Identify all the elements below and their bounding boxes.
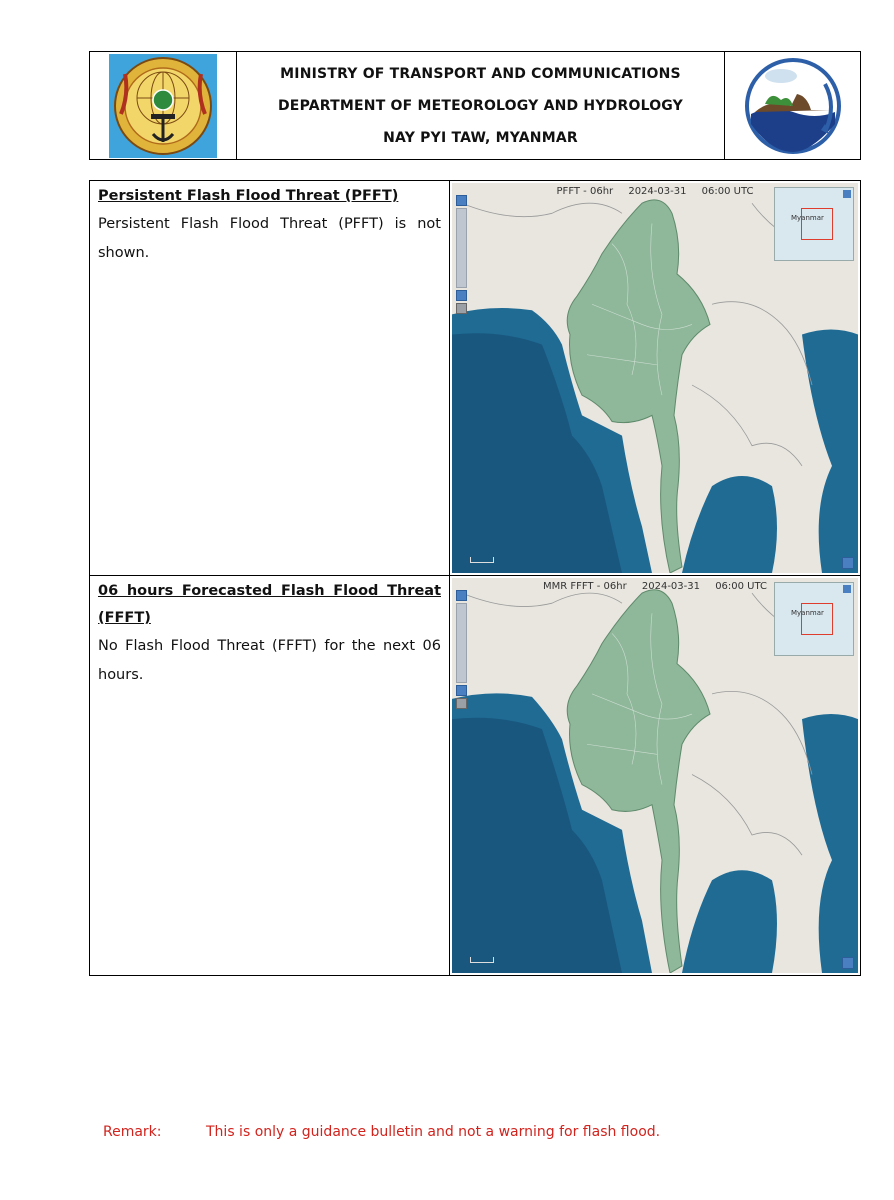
- collapse-inset-icon[interactable]: [843, 585, 851, 593]
- zoom-out-button[interactable]: [456, 685, 467, 696]
- ffft-row: [90, 575, 860, 975]
- pfft-description: Persistent Flash Flood Threat (PFFT) is not shown.: [98, 216, 441, 261]
- ffft-map-cell: [450, 576, 860, 975]
- left-logo-cell: [90, 52, 237, 159]
- inset-country-label: Myanmar: [791, 609, 824, 617]
- department-name: DEPARTMENT OF METEOROLOGY AND HYDROLOGY: [277, 97, 684, 114]
- remark-text: This is only a guidance bulletin and not a warning for flash flood.: [206, 1124, 661, 1140]
- right-logo-cell: [725, 52, 860, 159]
- pfft-map-product: PFFT - 06hr: [556, 186, 614, 197]
- pfft-text-cell: [90, 181, 450, 575]
- location-name: NAY PYI TAW, MYANMAR: [383, 129, 578, 146]
- collapse-inset-icon[interactable]: [843, 190, 851, 198]
- header-title-block: [237, 52, 725, 159]
- ministry-name: MINISTRY OF TRANSPORT AND COMMUNICATIONS: [280, 65, 681, 82]
- ministry-emblem-icon: [109, 54, 217, 158]
- water-cycle-emblem-icon: [741, 54, 845, 158]
- zoom-in-button[interactable]: [456, 195, 467, 206]
- pfft-heading: Persistent Flash Flood Threat (PFFT): [98, 188, 399, 204]
- pfft-map[interactable]: [452, 183, 858, 573]
- ffft-map[interactable]: [452, 578, 858, 973]
- pfft-row: [90, 181, 860, 575]
- scale-bar: [470, 557, 494, 563]
- ffft-overview-inset[interactable]: [774, 582, 854, 656]
- attribution-info-icon[interactable]: [842, 957, 854, 969]
- pfft-map-cell: [450, 181, 860, 575]
- ffft-description: No Flash Flood Threat (FFFT) for the next 06 hours.: [98, 638, 441, 683]
- zoom-slider[interactable]: [456, 603, 467, 683]
- scale-bar: [470, 957, 494, 963]
- remark-label: Remark:: [103, 1124, 162, 1140]
- zoom-slider[interactable]: [456, 208, 467, 288]
- bulletin-table: [89, 180, 861, 976]
- attribution-info-icon[interactable]: [842, 557, 854, 569]
- remark-line: [103, 1124, 660, 1140]
- inset-country-label: Myanmar: [791, 214, 824, 222]
- ffft-zoom-control: [456, 590, 466, 709]
- layer-info-button[interactable]: [456, 698, 467, 709]
- overview-extent-box: [801, 603, 833, 635]
- zoom-in-button[interactable]: [456, 590, 467, 601]
- pfft-overview-inset[interactable]: [774, 187, 854, 261]
- ffft-map-date: 2024-03-31: [641, 581, 700, 592]
- ffft-map-time: 06:00 UTC: [715, 581, 768, 592]
- overview-extent-box: [801, 208, 833, 240]
- bulletin-header: [89, 51, 861, 160]
- zoom-out-button[interactable]: [456, 290, 467, 301]
- ffft-text-cell: [90, 576, 450, 975]
- ffft-map-product: MMR FFFT - 06hr: [542, 581, 627, 592]
- layer-info-button[interactable]: [456, 303, 467, 314]
- pfft-map-date: 2024-03-31: [628, 186, 687, 197]
- ffft-heading: 06 hours Forecasted Flash Flood Threat (FFFT): [98, 583, 441, 626]
- pfft-map-time: 06:00 UTC: [701, 186, 754, 197]
- pfft-zoom-control: [456, 195, 466, 314]
